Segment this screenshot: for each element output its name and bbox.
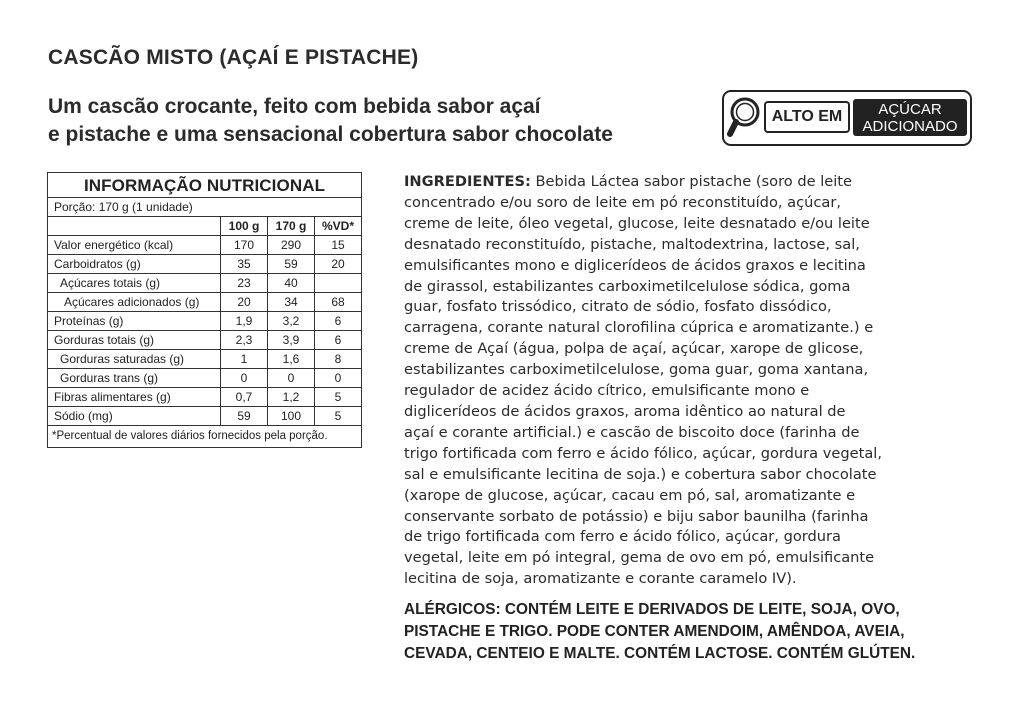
ingredients-line: concentrado e/ou soro de leite em pó reconstituído, açúcar, <box>404 193 841 211</box>
high-added-sugar-seal <box>722 90 972 146</box>
nutrient-label: Fibras alimentares (g) <box>48 388 221 407</box>
value-100g: 59 <box>221 407 268 426</box>
value-170g: 290 <box>268 236 315 255</box>
column-header: %VD* <box>315 217 362 236</box>
ingredients-line: (xarope de glucose, açúcar, cacau em pó, sal, aromatizante e <box>404 486 856 504</box>
allergens-line: CEVADA, CENTEIO E MALTE. CONTÉM LACTOSE. CONTÉM GLÚTEN. <box>404 645 916 662</box>
nutrient-row <box>48 274 361 293</box>
allergens-line: ALÉRGICOS: CONTÉM LEITE E DERIVADOS DE LEITE, SOJA, OVO, <box>404 601 900 618</box>
nutrient-row <box>48 236 361 255</box>
ingredients-line: creme de Açaí (água, polpa de açaí, açúcar, xarope de glicose, <box>404 340 864 358</box>
value-vd: 68 <box>315 293 362 312</box>
column-header-row <box>48 217 361 236</box>
ingredients-line: desnatado reconstituído, pistache, maltodextrina, lactose, sal, <box>404 235 860 253</box>
value-vd: 15 <box>315 236 362 255</box>
description-line: e pistache e uma sensacional cobertura sabor chocolate <box>48 123 613 146</box>
acucar-adicionado-label <box>853 99 967 136</box>
nutrient-row <box>48 350 361 369</box>
nutrient-row <box>48 293 361 312</box>
ingredients-line: de trigo fortificada com ferro e ácido fólico, açúcar, gordura <box>404 528 841 546</box>
value-100g: 0 <box>221 369 268 388</box>
ingredients-line: vegetal, leite em pó integral, gema de ovo em pó, emulsificante <box>404 549 875 567</box>
value-100g: 23 <box>221 274 268 293</box>
nutrition-facts-table <box>47 172 362 448</box>
value-vd <box>315 274 362 293</box>
nutrient-row <box>48 388 361 407</box>
value-100g: 0,7 <box>221 388 268 407</box>
value-170g: 34 <box>268 293 315 312</box>
column-header: 100 g <box>221 217 268 236</box>
value-100g: 20 <box>221 293 268 312</box>
value-100g: 170 <box>221 236 268 255</box>
portion-size: Porção: 170 g (1 unidade) <box>48 198 361 217</box>
value-170g: 40 <box>268 274 315 293</box>
product-title: CASCÃO MISTO (AÇAÍ E PISTACHE) <box>48 46 419 69</box>
ingredients-line: lecitina de soja, aromatizante e corante caramelo IV). <box>404 570 797 588</box>
nutrient-label: Gorduras trans (g) <box>48 369 221 388</box>
ingredients-line: carragena, corante natural clorofilina cúprica e aromatizante.) e <box>404 319 874 337</box>
allergens-warning <box>404 599 980 665</box>
column-header: 170 g <box>268 217 315 236</box>
seal-line: AÇÚCAR <box>878 101 942 118</box>
seal-line: ADICIONADO <box>862 118 958 135</box>
ingredients-line: creme de leite, óleo vegetal, glucose, leite desnatado e/ou leite <box>404 214 870 232</box>
nutrient-label: Gorduras saturadas (g) <box>48 350 221 369</box>
ingredients-line: guar, fosfato trissódico, citrato de sódio, fosfato dissódico, <box>404 298 832 316</box>
value-170g: 0 <box>268 369 315 388</box>
ingredients-line: emulsificantes mono e diglicerídeos de ácidos graxos e lecitina <box>404 256 866 274</box>
ingredients-line: de girassol, estabilizantes carboximetilcelulose sódica, goma <box>404 277 851 295</box>
ingredients-line: sal e emulsificante lecitina de soja.) e cobertura sabor chocolate <box>404 465 877 483</box>
nutrient-row <box>48 407 361 426</box>
ingredients-line: açaí e corante artificial.) e cascão de biscoito doce (farinha de <box>404 423 860 441</box>
ingredients-label: INGREDIENTES: <box>404 173 531 190</box>
description-line: Um cascão crocante, feito com bebida sabor açaí <box>48 95 541 118</box>
value-100g: 2,3 <box>221 331 268 350</box>
value-vd: 5 <box>315 407 362 426</box>
nutrient-label: Açúcares adicionados (g) <box>48 293 221 312</box>
value-vd: 5 <box>315 388 362 407</box>
ingredients-text <box>404 172 980 590</box>
nutrient-row <box>48 331 361 350</box>
ingredients-line: diglicerídeos de ácidos graxos, aroma idêntico ao natural de <box>404 402 846 420</box>
nutrient-row <box>48 255 361 274</box>
nutrition-grid <box>48 217 361 426</box>
nutrient-label: Gorduras totais (g) <box>48 331 221 350</box>
empty-header-cell <box>48 217 221 236</box>
ingredients-line-text: Bebida Láctea sabor pistache (soro de leite <box>530 173 852 190</box>
ingredients-line: regulador de acidez ácido cítrico, emulsificante mono e <box>404 382 810 400</box>
ingredients-line: trigo fortificada com ferro e ácido fólico, açúcar, gordura vegetal, <box>404 444 882 462</box>
ingredients-line <box>404 172 980 193</box>
value-vd: 20 <box>315 255 362 274</box>
value-vd: 8 <box>315 350 362 369</box>
nutrient-row <box>48 369 361 388</box>
nutrient-label: Carboidratos (g) <box>48 255 221 274</box>
value-vd: 6 <box>315 312 362 331</box>
value-vd: 0 <box>315 369 362 388</box>
value-100g: 1,9 <box>221 312 268 331</box>
value-vd: 6 <box>315 331 362 350</box>
value-170g: 1,6 <box>268 350 315 369</box>
allergens-line: PISTACHE E TRIGO. PODE CONTER AMENDOIM, AMÊNDOA, AVEIA, <box>404 623 905 640</box>
value-100g: 35 <box>221 255 268 274</box>
value-170g: 3,9 <box>268 331 315 350</box>
magnifier-icon <box>726 94 768 142</box>
nutrition-footnote: *Percentual de valores diários fornecidos pela porção. <box>52 430 328 442</box>
value-100g: 1 <box>221 350 268 369</box>
nutrient-row <box>48 312 361 331</box>
value-170g: 59 <box>268 255 315 274</box>
ingredients-line: conservante sorbato de potássio) e biju sabor baunilha (farinha <box>404 507 869 525</box>
nutrient-label: Sódio (mg) <box>48 407 221 426</box>
nutrient-label: Valor energético (kcal) <box>48 236 221 255</box>
nutrition-title: INFORMAÇÃO NUTRICIONAL <box>48 173 361 198</box>
nutrient-label: Açúcares totais (g) <box>48 274 221 293</box>
product-description <box>48 93 728 149</box>
nutrient-label: Proteínas (g) <box>48 312 221 331</box>
ingredients-line: estabilizantes carboximetilcelulose, goma guar, goma xantana, <box>404 361 869 379</box>
alto-em-label: ALTO EM <box>764 101 850 133</box>
value-170g: 3,2 <box>268 312 315 331</box>
value-170g: 100 <box>268 407 315 426</box>
value-170g: 1,2 <box>268 388 315 407</box>
